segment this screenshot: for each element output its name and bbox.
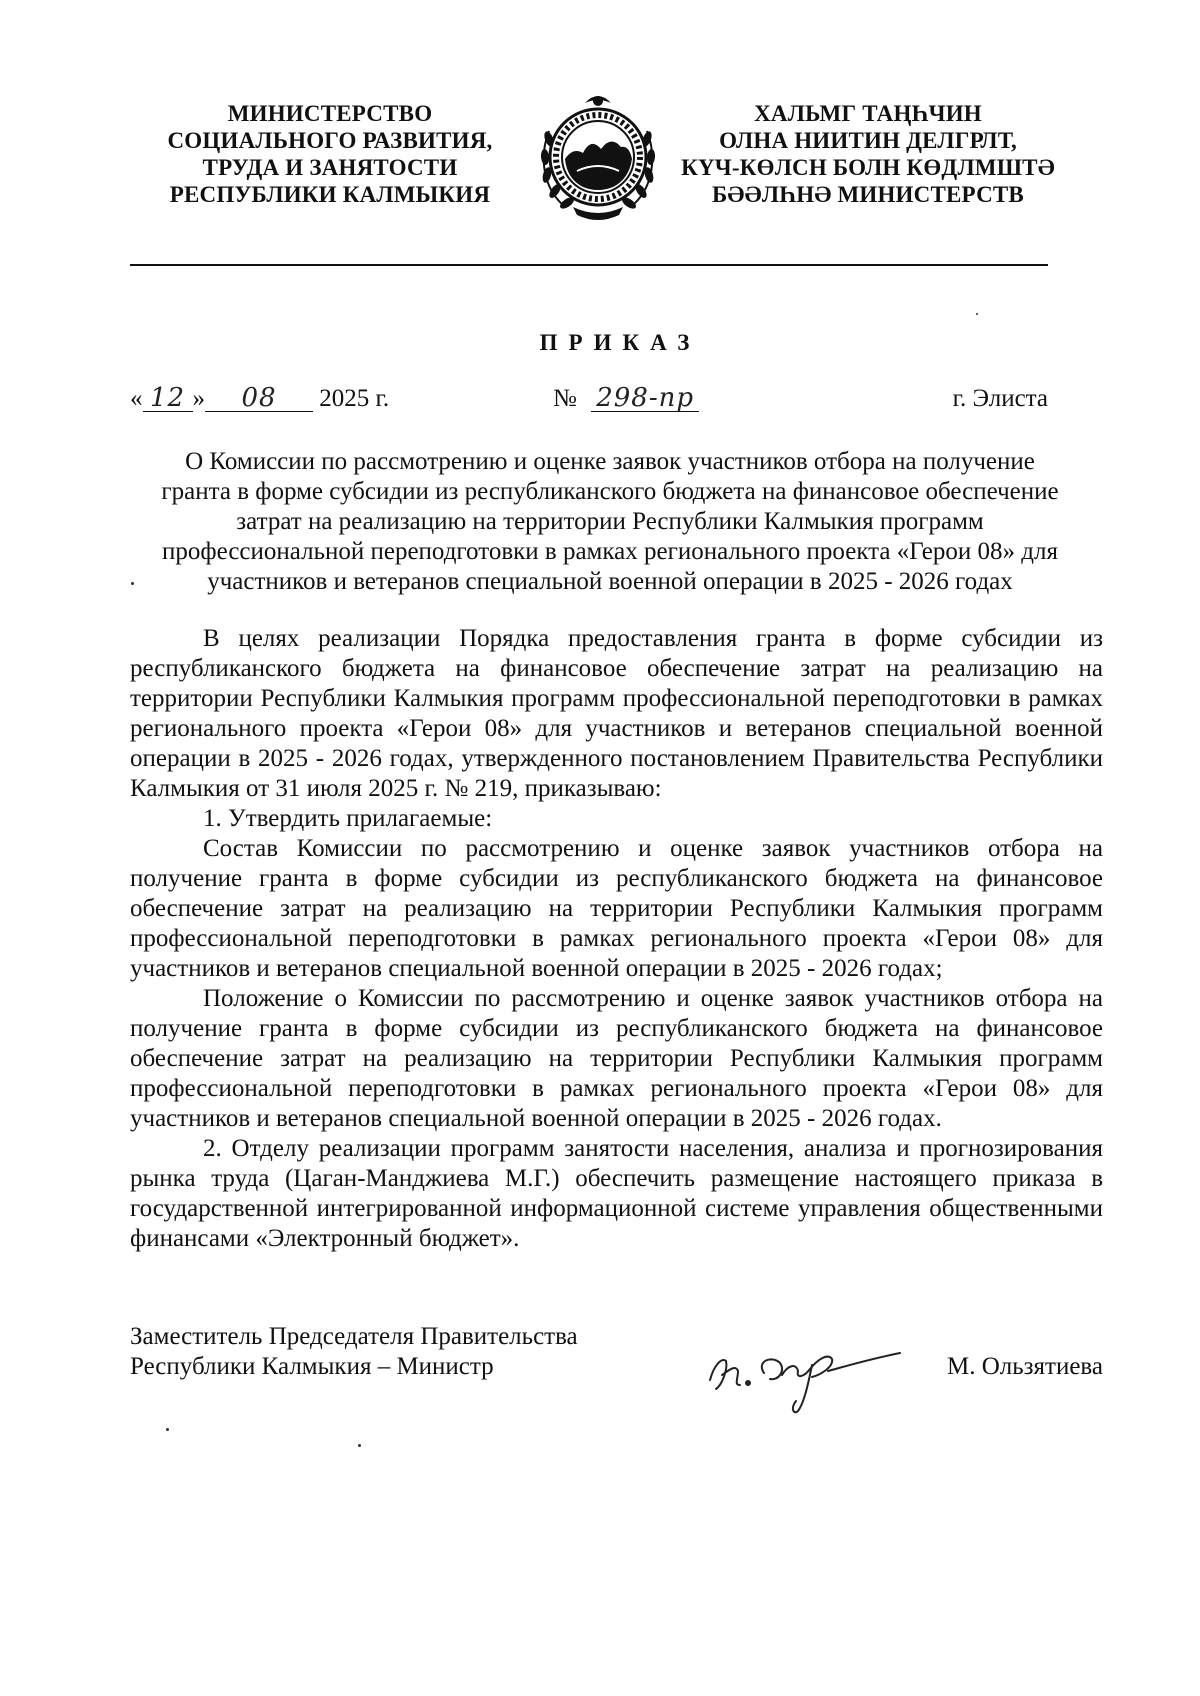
coat-of-arms-icon bbox=[533, 87, 663, 227]
document-title: ПРИКАЗ bbox=[539, 330, 701, 355]
city: г. Элиста bbox=[952, 385, 1048, 412]
subject-line: гранта в форме субсидии из республиканского бюджета на финансовое обеспечение bbox=[161, 478, 1059, 505]
subject-line: участников и ветеранов специальной военной операции в 2025 - 2026 годах bbox=[207, 568, 1013, 595]
ministry-ru-line: ТРУДА И ЗАНЯТОСТИ bbox=[202, 155, 458, 180]
date-year: 2025 г. bbox=[319, 385, 390, 412]
signatory-role-line: Республики Калмыкия – Министр bbox=[130, 1353, 494, 1380]
date-day: 12 bbox=[143, 385, 193, 412]
handwritten-signature bbox=[700, 1325, 910, 1420]
order-date bbox=[130, 385, 389, 413]
scan-speck bbox=[976, 313, 978, 315]
ministry-kal-line: БӘӘЛҺНӘ МИНИСТЕРСТВ bbox=[712, 182, 1024, 207]
signatory-name: М. Ользятиева bbox=[946, 1353, 1103, 1380]
body-item-1: 1. Утвердить прилагаемые: bbox=[203, 805, 493, 832]
ministry-name-kalmyk bbox=[658, 100, 1078, 208]
number-label: № bbox=[553, 385, 577, 412]
signatory-role-line: Заместитель Председателя Правительства bbox=[130, 1323, 578, 1350]
ministry-kal-line: ХАЛЬМГ ТАҢҺЧИН bbox=[754, 101, 982, 126]
ministry-kal-line: КҮЧ-КӨЛСН БОЛН КӨДЛМШТӘ bbox=[681, 155, 1055, 180]
date-open-quote: « bbox=[130, 385, 143, 412]
subject-line: О Комиссии по рассмотрению и оценке заявок участников отбора на получение bbox=[185, 448, 1035, 475]
scan-speck bbox=[131, 582, 134, 585]
date-close-quote: » bbox=[192, 385, 205, 412]
ministry-ru-line: МИНИСТЕРСТВО bbox=[227, 101, 433, 126]
order-body bbox=[130, 624, 1103, 1254]
ministry-ru-line: СОЦИАЛЬНОГО РАЗВИТИЯ, bbox=[167, 128, 493, 153]
order-number bbox=[553, 385, 699, 413]
body-paragraph-preamble: В целях реализации Порядка предоставления гранта в форме субсидии из республиканского бюджета на финансовое обеспечение затрат на реализацию на территории Республики Калмыкия программ профессиональной переподготовки в рамках регионального проекта «Герои 08» для участников и ветеранов специальной военной операции в 2025 - 2026 годах, утвержденного постановлением Правительства Республики Калмыкия от 31 июля 2025 г. № 219, приказываю: bbox=[130, 625, 1103, 802]
date-month: 08 bbox=[205, 385, 313, 412]
ministry-ru-line: РЕСПУБЛИКИ КАЛМЫКИЯ bbox=[169, 182, 491, 207]
body-item-2: 2. Отделу реализации программ занятости населения, анализа и прогнозирования рынка труда (Цаган-Манджиева М.Г.) обеспечить размещение настоящего приказа в государственной интегрированной информационной системе управления общественными финансами «Электронный бюджет». bbox=[130, 1135, 1103, 1252]
order-subject bbox=[138, 447, 1082, 597]
ministry-name-russian bbox=[140, 100, 520, 208]
ministry-kal-line: ОЛНА НИИТИН ДЕЛГРЛТ, bbox=[719, 128, 1017, 153]
number-value: 298-пр bbox=[591, 385, 699, 412]
body-paragraph-composition: Состав Комиссии по рассмотрению и оценке заявок участников отбора на получение гранта в форме субсидии из республиканского бюджета на финансовое обеспечение затрат на реализацию на территории Республики Калмыкия программ профессиональной переподготовки в рамках регионального проекта «Герои 08» для участников и ветеранов специальной военной операции в 2025 - 2026 годах; bbox=[130, 835, 1103, 982]
scan-speck bbox=[358, 1444, 361, 1447]
scan-speck bbox=[166, 1428, 169, 1431]
subject-line: затрат на реализацию на территории Республики Калмыкия программ bbox=[236, 508, 984, 535]
header-divider bbox=[130, 264, 1048, 266]
body-paragraph-regulation: Положение о Комиссии по рассмотрению и оценке заявок участников отбора на получение гранта в форме субсидии из республиканского бюджета на финансовое обеспечение затрат на реализацию на территории Республики Калмыкия программ профессиональной переподготовки в рамках регионального проекта «Герои 08» для участников и ветеранов специальной военной операции в 2025 - 2026 годах. bbox=[130, 985, 1103, 1132]
signatory-position bbox=[130, 1322, 578, 1382]
subject-line: профессиональной переподготовки в рамках регионального проекта «Герои 08» для bbox=[162, 538, 1058, 565]
